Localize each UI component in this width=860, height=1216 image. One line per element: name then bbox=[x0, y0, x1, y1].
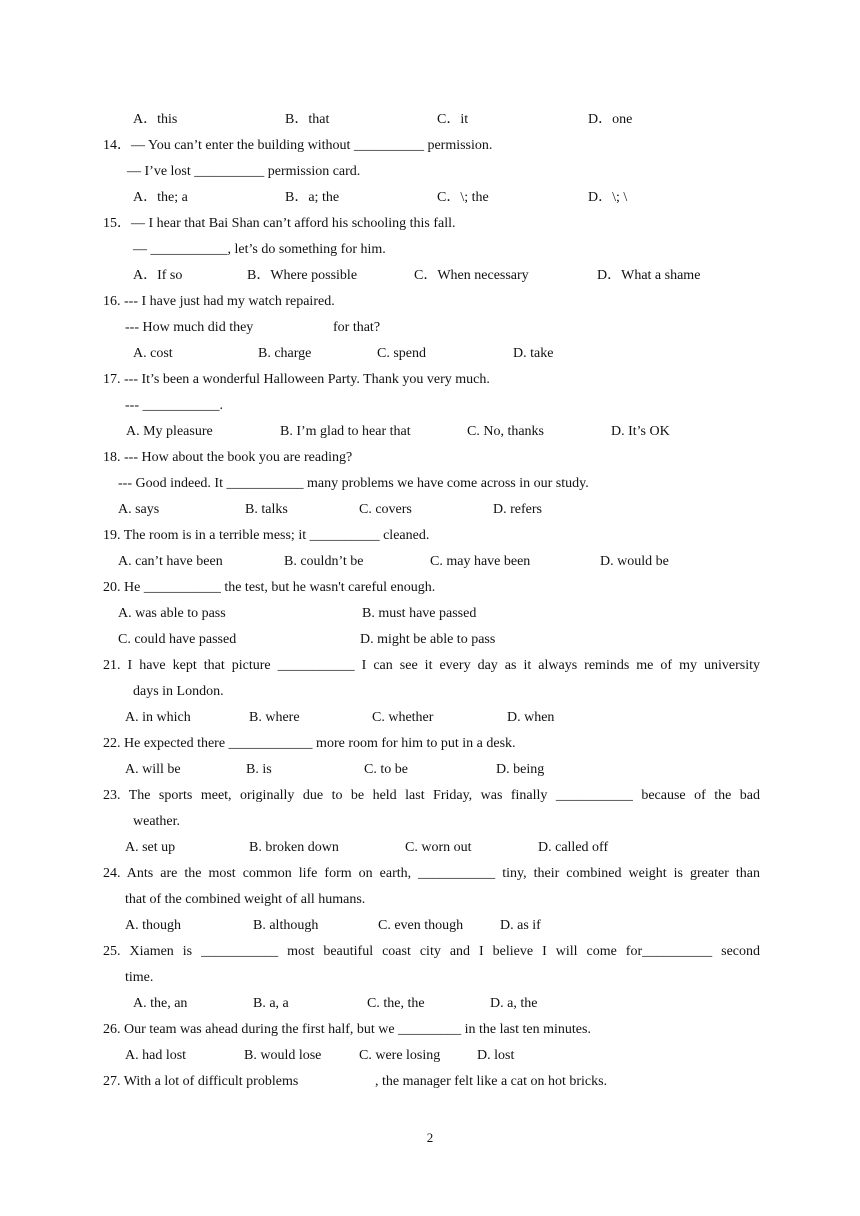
q25-question: 25. Xiamen is ___________ most beautiful coast city and I believe I will come for__________ second bbox=[103, 944, 760, 959]
q17-option-a: A. My pleasure bbox=[126, 424, 213, 439]
q16-option-d: D. take bbox=[513, 346, 554, 361]
q20-option-d: D. might be able to pass bbox=[360, 632, 496, 647]
q14-option-d: D．\; \ bbox=[588, 190, 628, 205]
q27-question-continued: , the manager felt like a cat on hot bricks. bbox=[375, 1074, 608, 1089]
q18-option-b: B. talks bbox=[245, 502, 288, 517]
q16-question: 16. --- I have just had my watch repaired. bbox=[103, 294, 335, 309]
q15-question: 15．— I hear that Bai Shan can’t afford his schooling this fall. bbox=[103, 216, 456, 231]
q25-option-c: C. the, the bbox=[367, 996, 425, 1011]
q14-option-a: A．the; a bbox=[133, 190, 188, 205]
q17-option-c: C. No, thanks bbox=[467, 424, 544, 439]
q22-option-d: D. being bbox=[496, 762, 545, 777]
q24-option-c: C. even though bbox=[378, 918, 464, 933]
q25-question-line2: time. bbox=[125, 970, 154, 985]
q19-option-d: D. would be bbox=[600, 554, 669, 569]
q15-option-a: A．If so bbox=[133, 268, 183, 283]
q23-question: 23. The sports meet, originally due to be held last Friday, was finally ___________ because of the bad bbox=[103, 788, 760, 803]
q21-question-line2: days in London. bbox=[133, 684, 224, 699]
q26-option-a: A. had lost bbox=[125, 1048, 187, 1063]
q24-question-line2: that of the combined weight of all humans. bbox=[125, 892, 366, 907]
q16-option-b: B. charge bbox=[258, 346, 312, 361]
q19-option-c: C. may have been bbox=[430, 554, 531, 569]
q17-question-line2: --- ___________. bbox=[125, 398, 223, 413]
q20-question: 20. He ___________ the test, but he wasn't careful enough. bbox=[103, 580, 436, 595]
q19-option-b: B. couldn’t be bbox=[284, 554, 364, 569]
q18-option-c: C. covers bbox=[359, 502, 412, 517]
q17-question: 17. --- It’s been a wonderful Halloween Party. Thank you very much. bbox=[103, 372, 490, 387]
q15-option-d: D．What a shame bbox=[597, 268, 701, 283]
q15-option-c: C．When necessary bbox=[414, 268, 529, 283]
q22-option-c: C. to be bbox=[364, 762, 408, 777]
q13-option-a: A．this bbox=[133, 112, 178, 127]
q20-option-c: C. could have passed bbox=[118, 632, 237, 647]
q21-option-d: D. when bbox=[507, 710, 555, 725]
q17-option-d: D. It’s OK bbox=[611, 424, 670, 439]
q22-option-a: A. will be bbox=[125, 762, 181, 777]
q14-question: 14．— You can’t enter the building without __________ permission. bbox=[103, 138, 493, 153]
q19-option-a: A. can’t have been bbox=[118, 554, 223, 569]
q27-question: 27. With a lot of difficult problems bbox=[103, 1074, 299, 1089]
q19-question: 19. The room is in a terrible mess; it __________ cleaned. bbox=[103, 528, 430, 543]
q26-option-d: D. lost bbox=[477, 1048, 515, 1063]
q20-option-b: B. must have passed bbox=[362, 606, 477, 621]
q16-option-a: A. cost bbox=[133, 346, 173, 361]
q25-option-a: A. the, an bbox=[133, 996, 188, 1011]
q25-option-d: D. a, the bbox=[490, 996, 538, 1011]
q21-question: 21. I have kept that picture ___________ I can see it every day as it always reminds me of my university bbox=[103, 658, 760, 673]
q13-option-b: B．that bbox=[285, 112, 330, 127]
q21-option-a: A. in which bbox=[125, 710, 191, 725]
q15-option-b: B．Where possible bbox=[247, 268, 358, 283]
q23-option-b: B. broken down bbox=[249, 840, 339, 855]
q16-option-c: C. spend bbox=[377, 346, 426, 361]
q26-option-c: C. were losing bbox=[359, 1048, 441, 1063]
q24-option-d: D. as if bbox=[500, 918, 541, 933]
q13-option-c: C．it bbox=[437, 112, 469, 127]
q21-option-c: C. whether bbox=[372, 710, 434, 725]
q24-option-b: B. although bbox=[253, 918, 319, 933]
q26-option-b: B. would lose bbox=[244, 1048, 322, 1063]
q26-question: 26. Our team was ahead during the first half, but we _________ in the last ten minutes. bbox=[103, 1022, 591, 1037]
q22-option-b: B. is bbox=[246, 762, 272, 777]
q18-question: 18. --- How about the book you are reading? bbox=[103, 450, 353, 465]
q23-option-a: A. set up bbox=[125, 840, 176, 855]
q18-question-line2: --- Good indeed. It ___________ many problems we have come across in our study. bbox=[118, 476, 589, 491]
q14-option-c: C．\; the bbox=[437, 190, 489, 205]
q15-question-line2: — ___________, let’s do something for him. bbox=[133, 242, 386, 257]
page-number: 2 bbox=[426, 1130, 434, 1145]
q13-option-d: D．one bbox=[588, 112, 633, 127]
q23-option-d: D. called off bbox=[538, 840, 609, 855]
q24-question: 24. Ants are the most common life form on earth, ___________ tiny, their combined weight is greater than bbox=[103, 866, 760, 881]
q21-option-b: B. where bbox=[249, 710, 300, 725]
q23-option-c: C. worn out bbox=[405, 840, 472, 855]
q22-question: 22. He expected there ____________ more room for him to put in a desk. bbox=[103, 736, 516, 751]
q18-option-d: D. refers bbox=[493, 502, 542, 517]
q14-question-line2: — I’ve lost __________ permission card. bbox=[127, 164, 361, 179]
q16-question-line2a: --- How much did they bbox=[125, 320, 254, 335]
q24-option-a: A. though bbox=[125, 918, 181, 933]
q16-question-line2b: for that? bbox=[333, 320, 381, 335]
q23-question-line2: weather. bbox=[133, 814, 181, 829]
q25-option-b: B. a, a bbox=[253, 996, 289, 1011]
q20-option-a: A. was able to pass bbox=[118, 606, 226, 621]
q17-option-b: B. I’m glad to hear that bbox=[280, 424, 411, 439]
q14-option-b: B．a; the bbox=[285, 190, 340, 205]
q18-option-a: A. says bbox=[118, 502, 160, 517]
